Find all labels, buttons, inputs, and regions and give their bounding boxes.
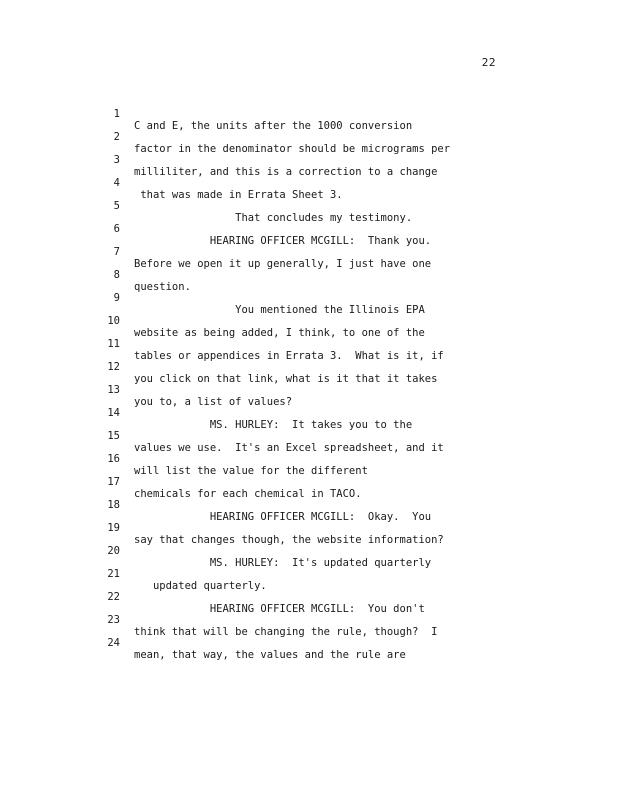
line-number: 11 bbox=[107, 338, 120, 350]
transcript-line bbox=[0, 326, 619, 362]
line-number: 14 bbox=[107, 407, 120, 419]
transcript-line bbox=[0, 418, 619, 454]
transcript-line bbox=[0, 142, 619, 178]
transcript-line bbox=[0, 464, 619, 500]
line-number: 8 bbox=[113, 269, 120, 281]
transcript-line bbox=[0, 165, 619, 201]
line-number: 9 bbox=[113, 292, 120, 304]
transcript-line bbox=[0, 579, 619, 615]
line-number: 3 bbox=[113, 154, 120, 166]
line-number: 2 bbox=[113, 131, 120, 143]
line-number: 20 bbox=[107, 545, 120, 557]
line-number: 4 bbox=[113, 177, 120, 189]
line-number: 10 bbox=[107, 315, 120, 327]
transcript-line bbox=[0, 280, 619, 316]
line-text: factor in the denominator should be micrograms per bbox=[134, 143, 451, 155]
line-text: you click on that link, what is it that it takes bbox=[134, 373, 438, 385]
transcript-line bbox=[0, 211, 619, 247]
line-text: values we use. It's an Excel spreadsheet, and it bbox=[134, 442, 444, 454]
line-number: 15 bbox=[107, 430, 120, 442]
line-number: 18 bbox=[107, 499, 120, 511]
line-number: 16 bbox=[107, 453, 120, 465]
line-text: website as being added, I think, to one of the bbox=[134, 327, 425, 339]
transcript-line bbox=[0, 487, 619, 523]
line-text: MS. HURLEY: It takes you to the bbox=[134, 419, 413, 431]
line-text: say that changes though, the website information? bbox=[134, 534, 444, 546]
transcript-line bbox=[0, 533, 619, 569]
line-number: 6 bbox=[113, 223, 120, 235]
line-text: you to, a list of values? bbox=[134, 396, 293, 408]
line-text: chemicals for each chemical in TACO. bbox=[134, 488, 362, 500]
page-number: 22 bbox=[481, 56, 496, 69]
line-text: that was made in Errata Sheet 3. bbox=[134, 189, 343, 201]
line-number: 22 bbox=[107, 591, 120, 603]
transcript-line bbox=[0, 372, 619, 408]
line-text: mean, that way, the values and the rule are bbox=[134, 649, 406, 661]
line-number: 19 bbox=[107, 522, 120, 534]
transcript-line bbox=[0, 303, 619, 339]
line-number: 17 bbox=[107, 476, 120, 488]
line-text: updated quarterly. bbox=[134, 580, 267, 592]
line-text: That concludes my testimony. bbox=[134, 212, 413, 224]
line-text: HEARING OFFICER MCGILL: You don't bbox=[134, 603, 425, 615]
line-text: You mentioned the Illinois EPA bbox=[134, 304, 425, 316]
line-number: 12 bbox=[107, 361, 120, 373]
transcript-line bbox=[0, 349, 619, 385]
line-number: 5 bbox=[113, 200, 120, 212]
line-text: will list the value for the different bbox=[134, 465, 368, 477]
transcript-line bbox=[0, 510, 619, 546]
line-text: milliliter, and this is a correction to a change bbox=[134, 166, 438, 178]
transcript-line bbox=[0, 556, 619, 592]
line-number: 7 bbox=[113, 246, 120, 258]
transcript-line bbox=[0, 188, 619, 224]
transcript-line bbox=[0, 441, 619, 477]
transcript-line bbox=[0, 625, 619, 661]
line-text: Before we open it up generally, I just have one bbox=[134, 258, 432, 270]
line-text: MS. HURLEY: It's updated quarterly bbox=[134, 557, 432, 569]
line-text: HEARING OFFICER MCGILL: Thank you. bbox=[134, 235, 432, 247]
transcript-line bbox=[0, 602, 619, 638]
line-number: 23 bbox=[107, 614, 120, 626]
line-text: HEARING OFFICER MCGILL: Okay. You bbox=[134, 511, 432, 523]
line-number: 24 bbox=[107, 637, 120, 649]
transcript-line bbox=[0, 395, 619, 431]
line-text: think that will be changing the rule, though? I bbox=[134, 626, 438, 638]
line-number: 1 bbox=[113, 108, 120, 120]
line-text: tables or appendices in Errata 3. What is it, if bbox=[134, 350, 444, 362]
line-text: question. bbox=[134, 281, 191, 293]
transcript-line bbox=[0, 234, 619, 270]
transcript-line bbox=[0, 257, 619, 293]
line-number: 21 bbox=[107, 568, 120, 580]
transcript-line bbox=[0, 119, 619, 155]
line-text: C and E, the units after the 1000 conversion bbox=[134, 120, 413, 132]
line-number: 13 bbox=[107, 384, 120, 396]
transcript-line bbox=[0, 96, 619, 132]
